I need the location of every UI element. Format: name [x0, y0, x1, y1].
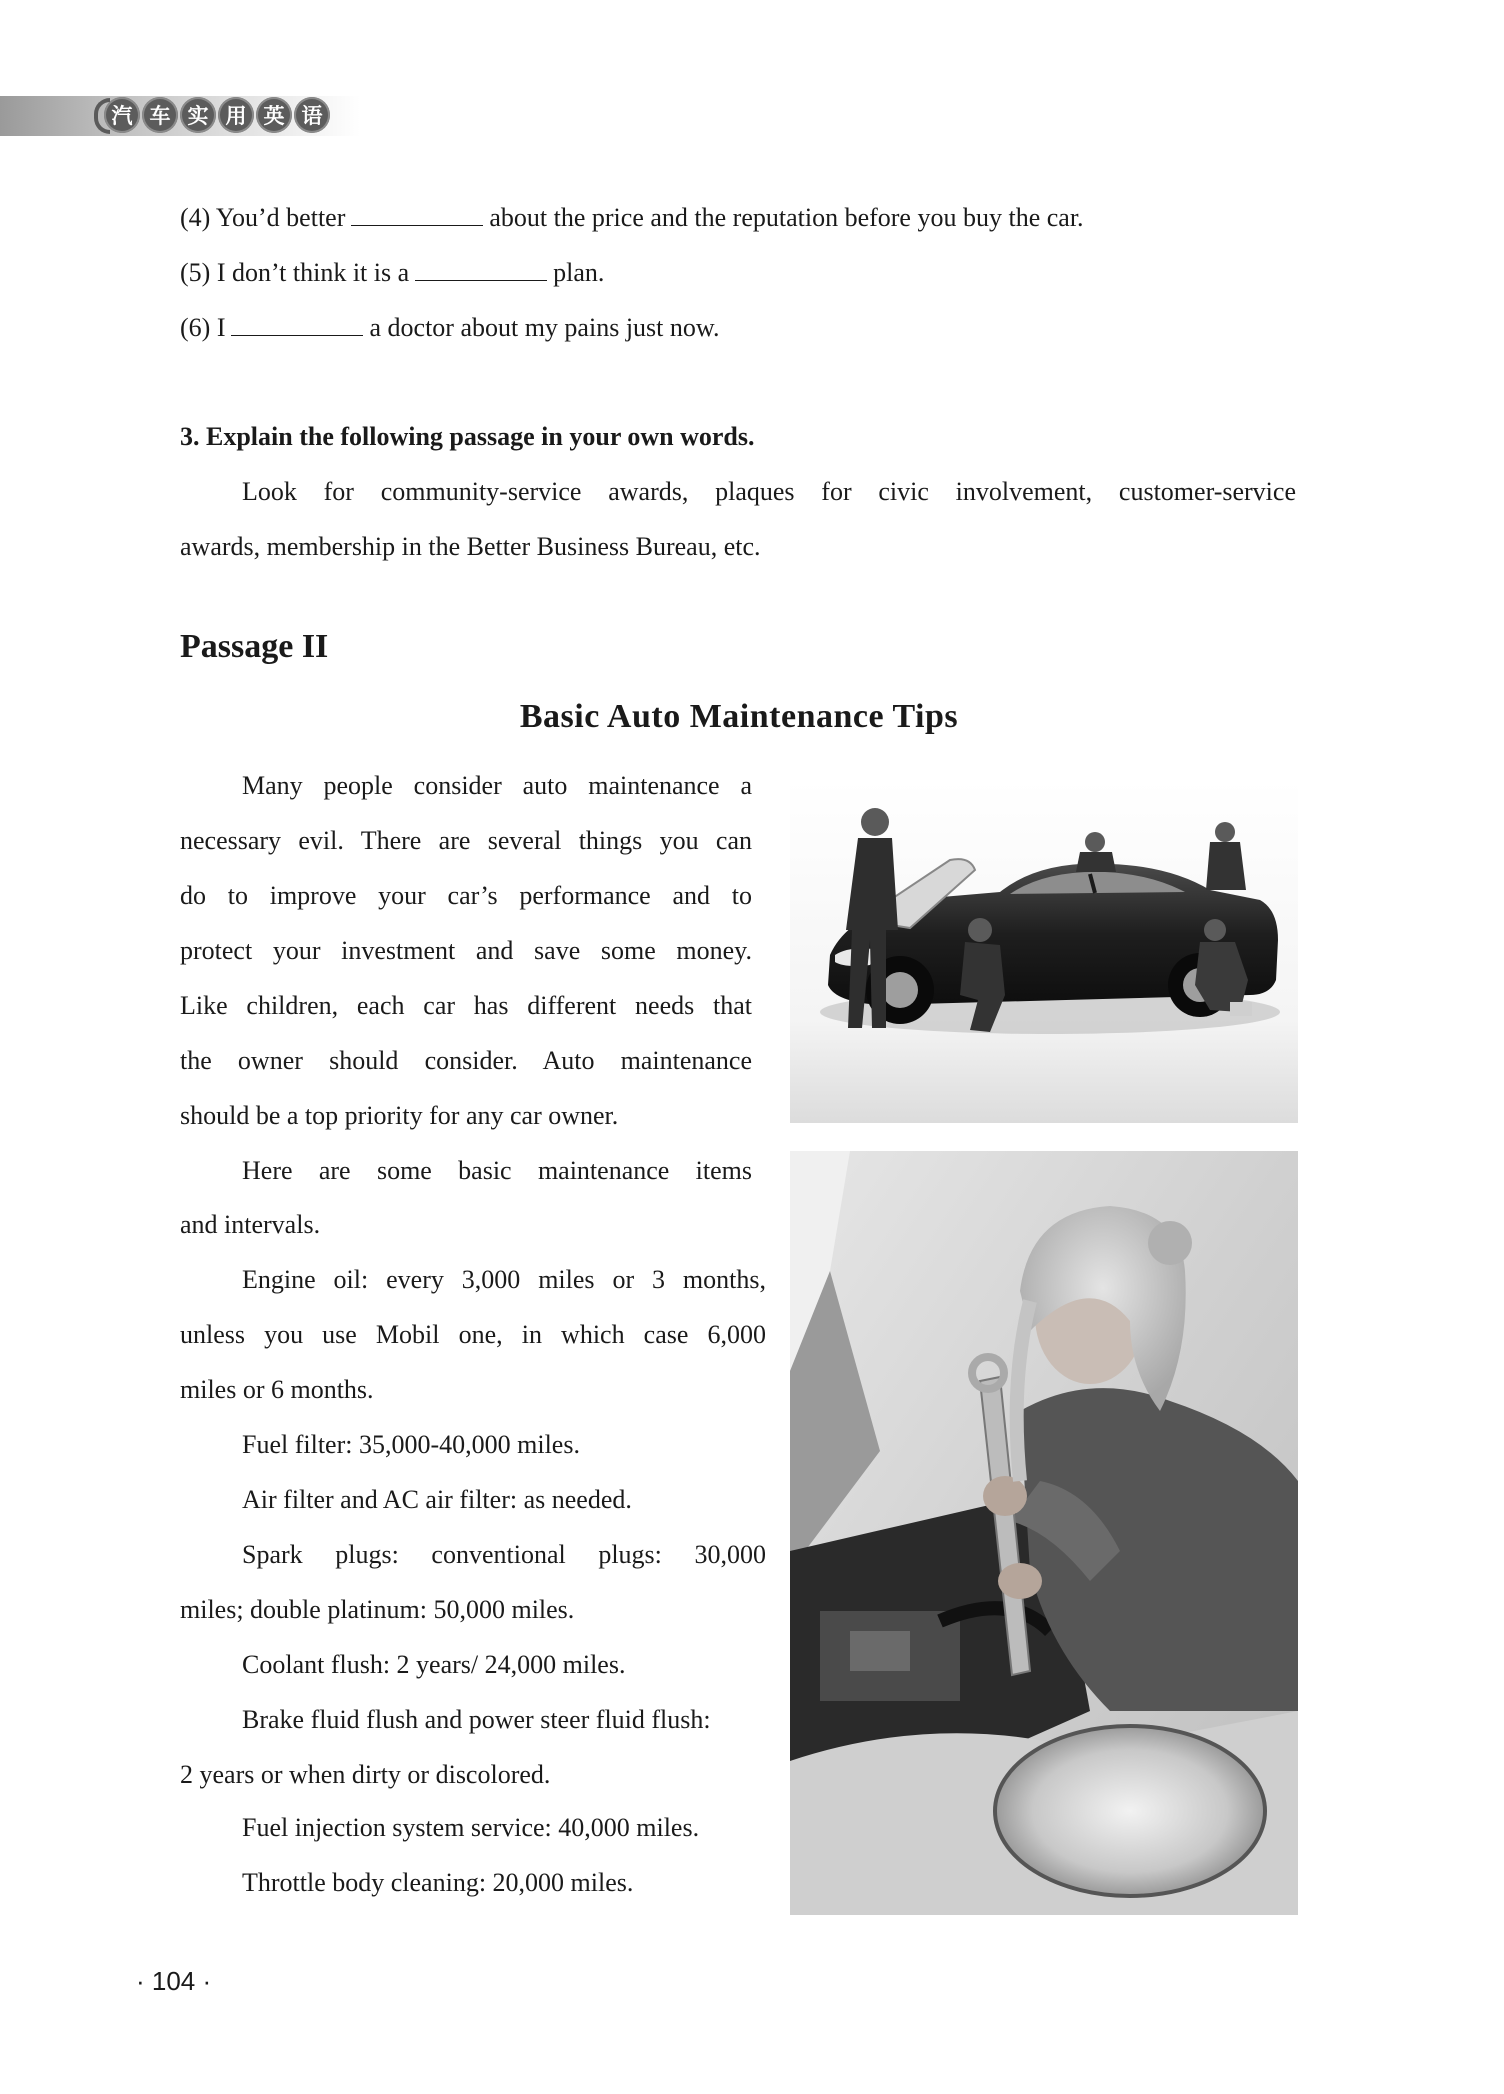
book-title-char: 实	[180, 97, 216, 133]
exercise-item-6	[180, 313, 719, 343]
task-3-heading: 3. Explain the following passage in your own words.	[180, 422, 755, 451]
woman-mechanic-photo	[790, 1151, 1298, 1915]
body-line: Many people consider auto maintenance a	[242, 771, 752, 800]
article-title: Basic Auto Maintenance Tips	[519, 698, 959, 735]
fill-blank	[351, 205, 483, 226]
body-line: miles; double platinum: 50,000 miles.	[180, 1595, 575, 1624]
book-title-char: 语	[294, 97, 330, 133]
body-line: Engine oil: every 3,000 miles or 3 months,	[242, 1265, 766, 1294]
exercise-text: about the price and the reputation before you buy the car.	[489, 203, 1084, 232]
body-line: should be a top priority for any car owner.	[180, 1101, 619, 1130]
book-title	[104, 97, 330, 133]
body-line: Brake fluid flush and power steer fluid flush:	[242, 1705, 711, 1734]
exercise-item-5	[180, 258, 604, 288]
body-line: Throttle body cleaning: 20,000 miles.	[242, 1868, 634, 1897]
body-line: Fuel injection system service: 40,000 miles.	[242, 1813, 700, 1842]
passage-heading: Passage II	[180, 628, 329, 665]
body-line: 2 years or when dirty or discolored.	[180, 1760, 551, 1789]
body-line: Coolant flush: 2 years/ 24,000 miles.	[242, 1650, 626, 1679]
page-number: · 104 ·	[136, 1966, 212, 1996]
body-line: Here are some basic maintenance items	[242, 1156, 752, 1185]
body-line: and intervals.	[180, 1210, 321, 1239]
body-line: Spark plugs: conventional plugs: 30,000	[242, 1540, 766, 1569]
mechanics-car-photo	[790, 780, 1298, 1123]
exercise-text: (5) I don’t think it is a	[180, 258, 410, 287]
book-title-char: 英	[256, 97, 292, 133]
exercise-text: (6) I	[180, 313, 226, 342]
body-line: do to improve your car’s performance and to	[180, 881, 752, 910]
body-line: protect your investment and save some money.	[180, 936, 752, 965]
exercise-text: a doctor about my pains just now.	[369, 313, 720, 342]
exercise-text: plan.	[553, 258, 605, 287]
book-title-char: 用	[218, 97, 254, 133]
book-title-char: 车	[142, 97, 178, 133]
task-3-text: Look for community-service awards, plaques for civic involvement, customer-service	[242, 477, 1296, 506]
body-line: necessary evil. There are several things you can	[180, 826, 752, 855]
book-title-char: 汽	[104, 97, 140, 133]
task-3-text: awards, membership in the Better Business Bureau, etc.	[180, 532, 761, 561]
body-line: Air filter and AC air filter: as needed.	[242, 1485, 632, 1514]
exercise-text: (4) You’d better	[180, 203, 346, 232]
fill-blank	[231, 315, 363, 336]
body-line: miles or 6 months.	[180, 1375, 374, 1404]
exercise-item-4	[180, 203, 1084, 233]
fill-blank	[415, 260, 547, 281]
body-line: unless you use Mobil one, in which case 6,000	[180, 1320, 766, 1349]
body-line: Like children, each car has different needs that	[180, 991, 752, 1020]
body-line: Fuel filter: 35,000-40,000 miles.	[242, 1430, 580, 1459]
body-line: the owner should consider. Auto maintenance	[180, 1046, 752, 1075]
